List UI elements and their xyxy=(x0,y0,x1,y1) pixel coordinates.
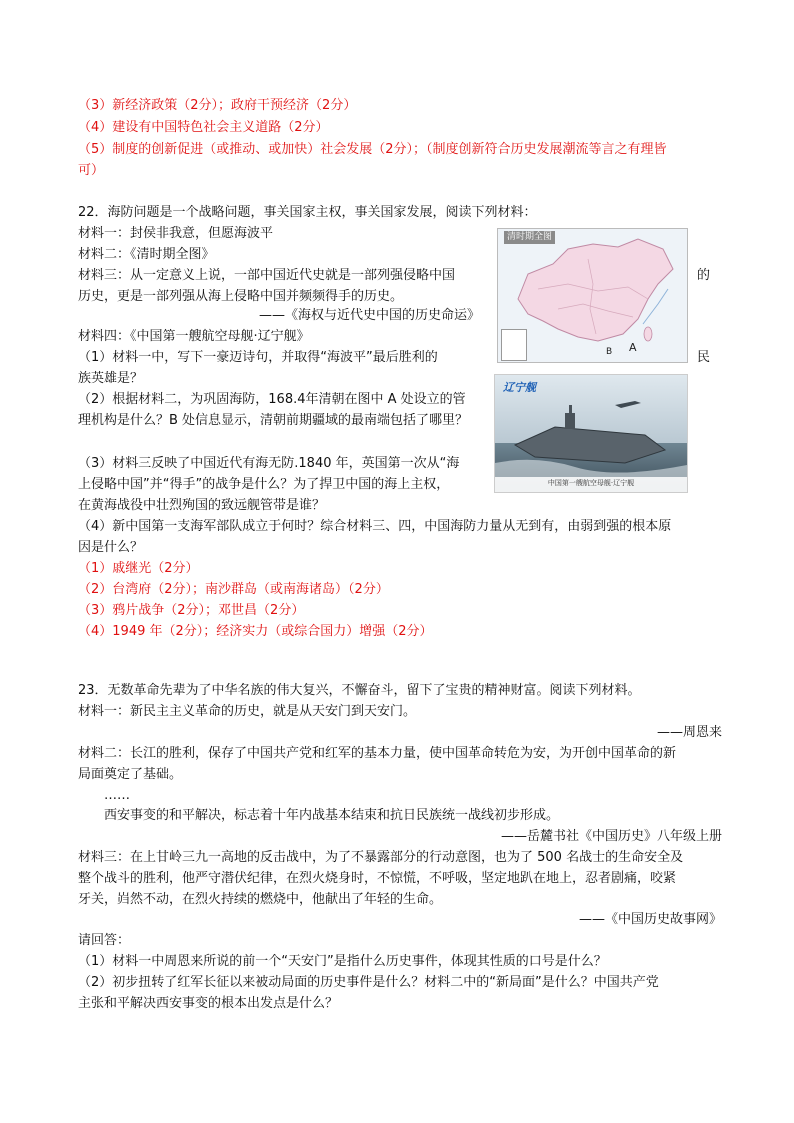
q23-material-2-para2: 西安事变的和平解决，标志着十年内战基本结束和抗日民族统一战线初步形成。 xyxy=(104,808,560,823)
answer-21-5-cont: 可） xyxy=(78,163,105,178)
q22-answer-3: （3）鸦片战争（2分）；邓世昌（2分） xyxy=(78,603,305,618)
carrier-logo-text: 辽宁舰 xyxy=(503,381,536,394)
q23-material-1: 材料一：新民主主义革命的历史，就是从天安门到天安门。 xyxy=(78,704,417,719)
q22-sub-4: （4）新中国第一支海军部队成立于何时？综合材料三、四，中国海防力量从无到有，由弱到强的根本原 xyxy=(78,519,672,534)
map-label-b: B xyxy=(606,347,613,357)
q22-material-4: 材料四：《中国第一艘航空母舰·辽宁舰》 xyxy=(78,329,310,344)
q22-sub-1: （1）材料一中，写下一豪迈诗句，并取得“海波平”最后胜利的 xyxy=(78,350,438,365)
q23-intro: 23．无数革命先辈为了中华名族的伟大复兴，不懈奋斗，留下了宝贵的精神财富。阅读下列材料。 xyxy=(78,683,641,698)
answer-21-4: （4）建设有中国特色社会主义道路（2分） xyxy=(78,120,329,135)
q22-sub-1-cont: 族英雄是？ xyxy=(78,371,144,386)
map-label-a: A xyxy=(629,341,637,354)
q22-sub-2: （2）根据材料二，为巩固海防，168.4年清朝在图中 A 处设立的管 xyxy=(78,392,466,407)
carrier-caption: 中国第一艘航空母舰·辽宁舰 xyxy=(547,479,635,487)
q23-ask: 请回答： xyxy=(78,933,131,948)
q22-sub-1-end: 民 xyxy=(697,350,711,365)
map-title: 清时期全图 xyxy=(504,231,555,244)
q22-sub-3: （3）材料三反映了中国近代有海无防.1840 年，英国第一次从“海 xyxy=(78,456,460,471)
q22-intro: 22．海防问题是一个战略问题，事关国家主权，事关国家发展，阅读下列材料： xyxy=(78,205,537,220)
q23-material-3-cont: 整个战斗的胜利，他严守潜伏纪律，在烈火烧身时，不惊慌，不呼吸，坚定地趴在地上，忍者剧痛，咬紧 xyxy=(78,871,677,886)
q23-material-1-source: ——周恩来 xyxy=(656,725,722,740)
map-south-sea-inset xyxy=(501,329,527,361)
q22-answer-4: （4）1949 年（2分）；经济实力（或综合国力）增强（2分） xyxy=(78,624,433,639)
q22-material-3-source: ——《海权与近代史中国的历史命运》 xyxy=(258,308,480,323)
q22-material-2: 材料二：《清时期全图》 xyxy=(78,247,215,262)
q22-sub-4-cont: 因是什么？ xyxy=(78,540,144,555)
liaoning-carrier-figure xyxy=(494,374,688,493)
q23-material-3-cont2: 牙关，岿然不动，在烈火持续的燃烧中，他献出了年轻的生命。 xyxy=(78,892,443,907)
q23-material-2-source: ——岳麓书社《中国历史》八年级上册 xyxy=(500,829,722,844)
q22-sub-2-cont: 理机构是什么？B 处信息显示，清朝前期疆域的最南端包括了哪里？ xyxy=(78,413,469,428)
q23-material-2: 材料二：长江的胜利，保存了中国共产党和红军的基本力量，使中国革命转危为安，为开创中国革命的新 xyxy=(78,746,677,761)
answer-21-5: （5）制度的创新促进（或推动、或加快）社会发展（2分）；（制度创新符合历史发展潮流等言之有理皆 xyxy=(78,142,667,157)
q22-sub-3-cont2: 在黄海战役中壮烈殉国的致远舰管带是谁？ xyxy=(78,498,326,513)
q22-material-3-cont: 历史，更是一部列强从海上侵略中国并频频得手的历史。 xyxy=(78,289,404,304)
q22-material-3: 材料三：从一定意义上说，一部中国近代史就是一部列强侵略中国 xyxy=(78,268,456,283)
qing-map-figure xyxy=(497,228,688,363)
q22-material-1: 材料一：封侯非我意，但愿海波平 xyxy=(78,226,274,241)
q22-answer-2: （2）台湾府（2分）；南沙群岛（或南海诸岛）（2分） xyxy=(78,582,389,597)
q22-answer-1: （1）戚继光（2分） xyxy=(78,561,199,576)
q22-sub-3-cont: 上侵略中国”并“得手”的战争是什么？为了捍卫中国的海上主权， xyxy=(78,477,450,492)
q23-sub-2-cont: 主张和平解决西安事变的根本出发点是什么？ xyxy=(78,996,339,1011)
q22-material-3-end: 的 xyxy=(697,268,711,283)
q23-material-2-cont: 局面奠定了基础。 xyxy=(78,767,183,782)
q23-material-2-ellipsis: …… xyxy=(104,788,130,803)
q23-sub-2: （2）初步扭转了红军长征以来被动局面的历史事件是什么？材料二中的“新局面”是什么？中国共产党 xyxy=(78,975,659,990)
q23-material-3: 材料三：在上甘岭三九一高地的反击战中，为了不暴露部分的行动意图，也为了 500 名战士的生命安全及 xyxy=(78,850,684,865)
q23-material-3-source: ——《中国历史故事网》 xyxy=(578,912,722,927)
q23-sub-1: （1）材料一中周恩来所说的前一个“天安门”是指什么历史事件，体现其性质的口号是什么？ xyxy=(78,954,607,969)
answer-21-3: （3）新经济政策（2分）；政府干预经济（2分） xyxy=(78,98,357,113)
